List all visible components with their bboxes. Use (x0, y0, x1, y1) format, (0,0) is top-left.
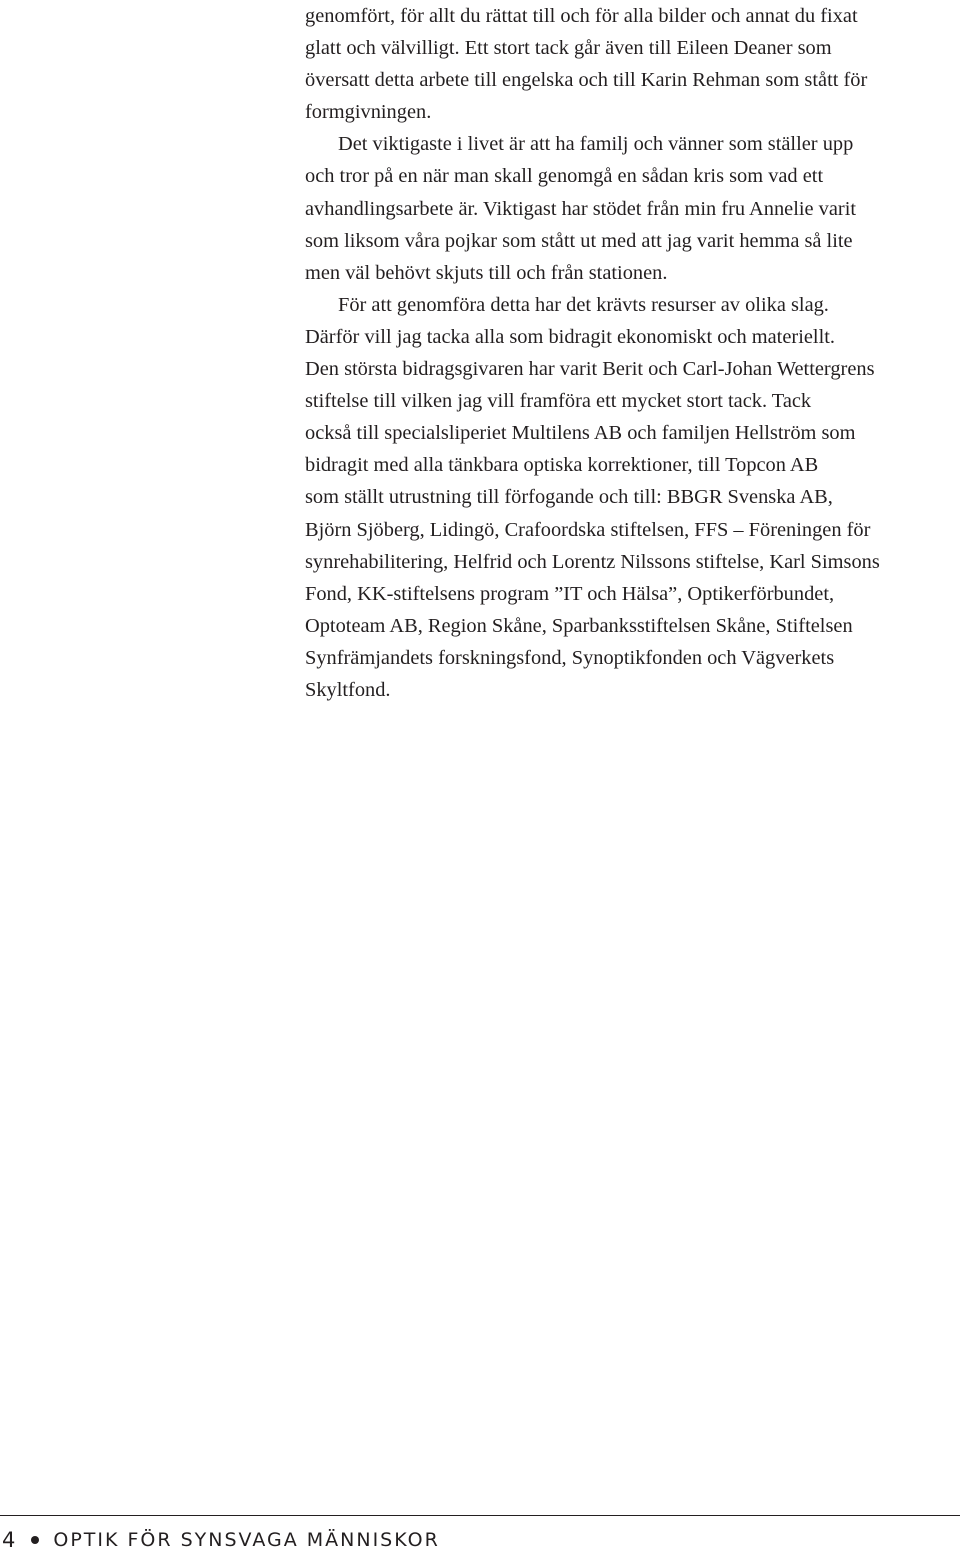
text-line: Synfrämjandets forskningsfond, Synoptikfonden och Vägverkets (305, 646, 835, 669)
text-line: genomfört, för allt du rättat till och för alla bilder och annat du fixat (305, 5, 858, 27)
text-line: Därför vill jag tacka alla som bidragit ekonomiskt och materiellt. (305, 325, 835, 348)
text-line: och tror på en när man skall genomgå en sådan kris som vad ett (305, 165, 824, 188)
text-line: Skyltfond. (305, 678, 391, 701)
paragraph-start-line: För att genomföra detta har det krävts resurser av olika slag. (338, 293, 829, 316)
text-line: som ställt utrustning till förfogande och till: BBGR Svenska AB, (305, 486, 833, 509)
footer-divider (0, 1515, 960, 1516)
paragraph-start-line: Det viktigaste i livet är att ha familj och vänner som ställer upp (338, 133, 854, 156)
text-line: Fond, KK-stiftelsens program ”IT och Hälsa”, Optikerförbundet, (305, 582, 835, 605)
text-line: bidragit med alla tänkbara optiska korrektioner, till Topcon AB (305, 454, 819, 477)
page-footer (0, 1524, 440, 1556)
text-line: också till specialsliperiet Multilens AB och familjen Hellström som (305, 422, 856, 445)
text-line: stiftelse till vilken jag vill framföra ett mycket stort tack. Tack (305, 390, 812, 413)
text-line: men väl behövt skjuts till och från stationen. (305, 261, 668, 284)
text-line: Den största bidragsgivaren har varit Berit och Carl-Johan Wettergrens (305, 358, 875, 381)
bullet-icon (31, 1536, 39, 1544)
text-line: avhandlingsarbete är. Viktigast har stödet från min fru Annelie varit (305, 197, 857, 220)
text-line: glatt och välvilligt. Ett stort tack går även till Eileen Deaner som (305, 37, 832, 60)
text-line: Optoteam AB, Region Skåne, Sparbanksstiftelsen Skåne, Stiftelsen (305, 614, 853, 637)
text-line: formgivningen. (305, 101, 432, 124)
body-text (305, 0, 960, 706)
text-line: synrehabilitering, Helfrid och Lorentz Nilssons stiftelse, Karl Simsons (305, 550, 880, 573)
running-title: OPTIK FÖR SYNSVAGA MÄNNISKOR (53, 1529, 440, 1551)
text-line: Björn Sjöberg, Lidingö, Crafoordska stiftelsen, FFS – Föreningen för (305, 518, 871, 541)
text-line: översatt detta arbete till engelska och till Karin Rehman som stått för (305, 69, 868, 92)
page-number: 4 (2, 1528, 16, 1552)
text-line: som liksom våra pojkar som stått ut med att jag varit hemma så lite (305, 229, 853, 252)
